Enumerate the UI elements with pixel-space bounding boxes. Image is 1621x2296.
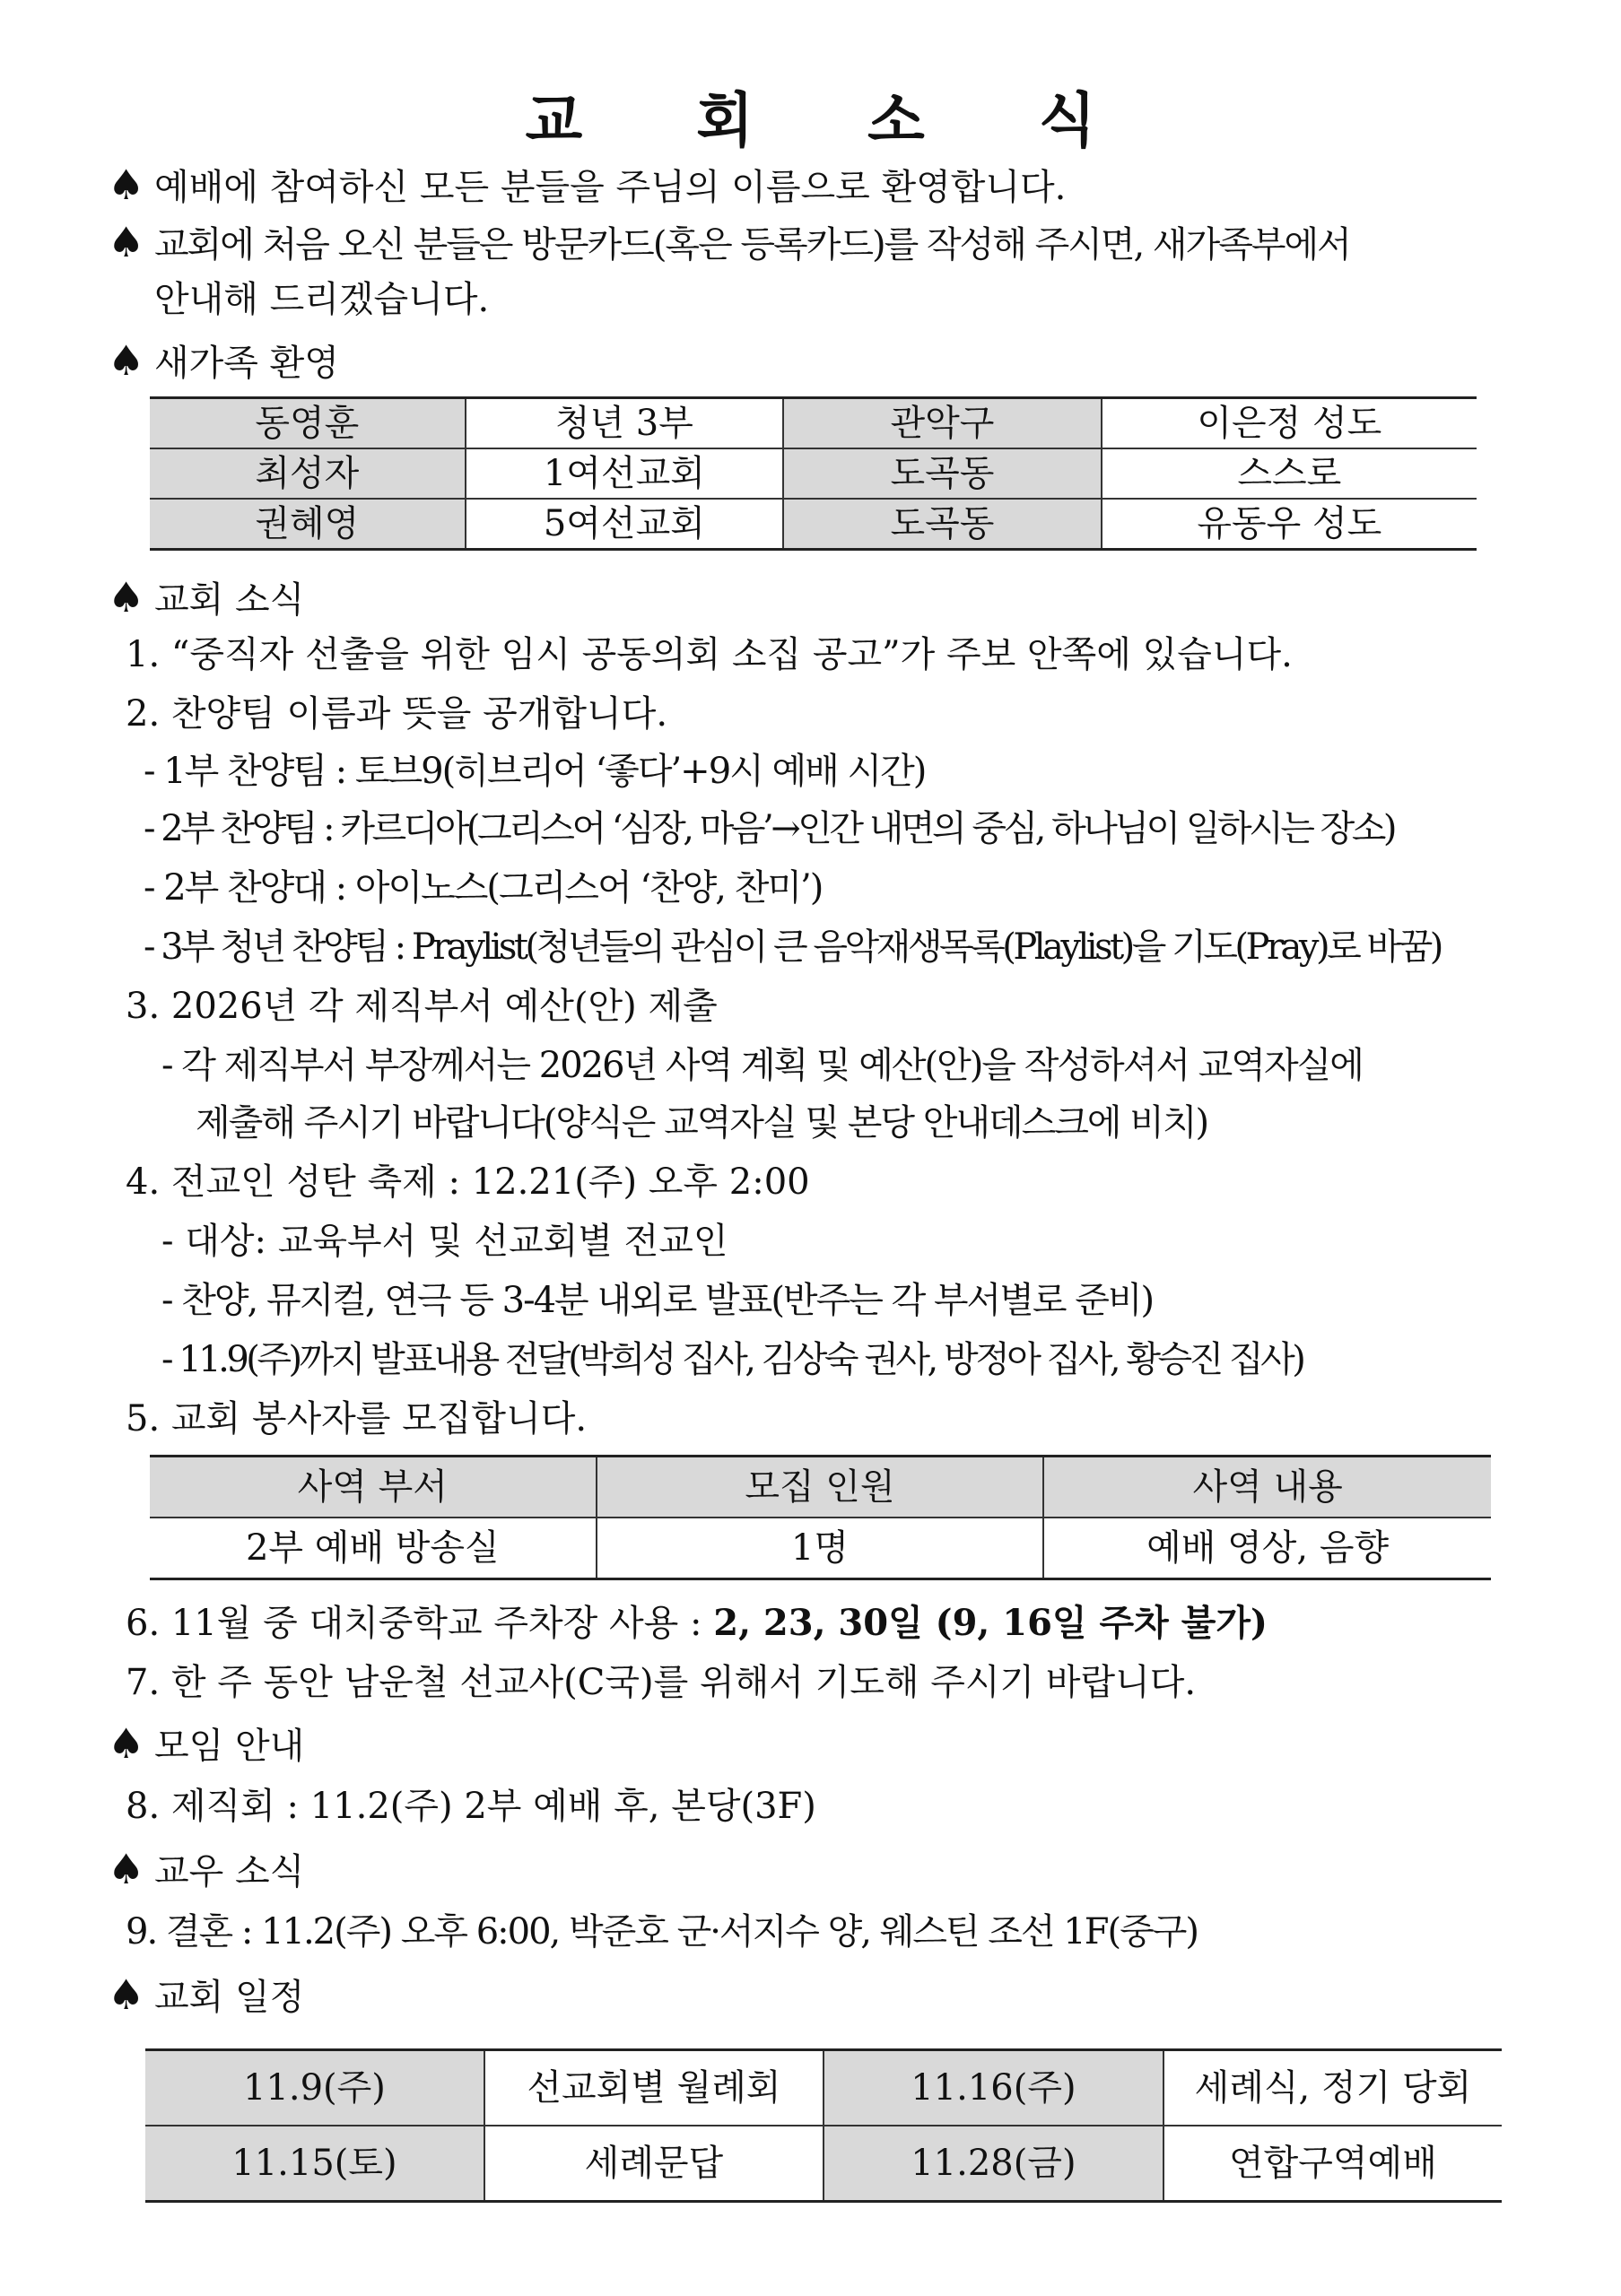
table-cell: 예배 영상, 음향 <box>1043 1518 1491 1579</box>
table-cell: 스스로 <box>1102 448 1477 499</box>
welcome-line-1: ♠ 예배에 참여하신 모든 분들을 주님의 이름으로 환영합니다. <box>108 161 1067 209</box>
table-cell: 2부 예배 방송실 <box>150 1518 597 1579</box>
table-cell: 청년 3부 <box>466 398 784 449</box>
table-cell: 사역 내용 <box>1043 1457 1491 1518</box>
news-item-3-sub-1: - 각 제직부서 부장께서는 2026년 사역 계획 및 예산(안)을 작성하셔서 교역자실에 <box>161 1045 1363 1086</box>
news-item-2-sub-1: - 1부 찬양팀 : 토브9(히브리어 ‘좋다’+9시 예배 시간) <box>144 751 926 792</box>
table-cell: 모집 인원 <box>597 1457 1044 1518</box>
schedule-table <box>145 2048 1502 2203</box>
spade-icon: ♠ <box>108 1845 145 1893</box>
table-cell: 유동우 성도 <box>1102 499 1477 550</box>
table-cell: 이은정 성도 <box>1102 398 1477 449</box>
table-cell: 선교회별 월례회 <box>484 2050 824 2126</box>
table-cell: 사역 부서 <box>150 1457 597 1518</box>
volunteer-table <box>150 1455 1491 1580</box>
table-cell: 동영훈 <box>150 398 466 449</box>
table-row <box>150 1518 1491 1579</box>
member-news-heading: ♠ 교우 소식 <box>108 1845 305 1893</box>
meeting-item-8: 8. 제직회 : 11.2(주) 2부 예배 후, 본당(3F) <box>126 1786 816 1827</box>
news-item-2-sub-3: - 2부 찬양대 : 아이노스(그리스어 ‘찬양, 찬미’) <box>144 867 823 909</box>
spade-icon: ♠ <box>108 573 145 622</box>
table-cell: 1여선교회 <box>466 448 784 499</box>
table-cell: 관악구 <box>783 398 1102 449</box>
spade-icon: ♠ <box>108 161 145 209</box>
spade-icon: ♠ <box>108 336 145 385</box>
table-cell: 11.15(토) <box>145 2126 484 2202</box>
spade-icon: ♠ <box>108 1719 145 1768</box>
new-family-heading: ♠ 새가족 환영 <box>108 336 339 385</box>
table-cell: 권혜영 <box>150 499 466 550</box>
table-cell: 세례문답 <box>484 2126 824 2202</box>
news-item-2: 2. 찬양팀 이름과 뜻을 공개합니다. <box>126 693 668 735</box>
news-item-6: 6. 11월 중 대치중학교 주차장 사용 : 2, 23, 30일 (9, 16일 주차 불가) <box>126 1602 1268 1644</box>
table-row <box>145 2050 1502 2126</box>
table-cell: 11.16(주) <box>824 2050 1163 2126</box>
news-item-2-sub-2: - 2부 찬양팀 : 카르디아(그리스어 ‘심장, 마음’→인간 내면의 중심, 하나님이 일하시는 장소) <box>144 808 1395 849</box>
page-title: 교 회 소 식 <box>525 86 1143 155</box>
spade-icon: ♠ <box>108 218 144 266</box>
table-cell: 최성자 <box>150 448 466 499</box>
table-cell: 도곡동 <box>783 499 1102 550</box>
parking-dates: 2, 23, 30일 (9, 16일 주차 불가) <box>713 1602 1268 1644</box>
new-family-table <box>150 396 1477 551</box>
news-item-4-sub-2: - 찬양, 뮤지컬, 연극 등 3-4분 내외로 발표(반주는 각 부서별로 준비) <box>161 1280 1154 1321</box>
meeting-heading: ♠ 모임 안내 <box>108 1719 305 1768</box>
table-cell: 연합구역예배 <box>1163 2126 1502 2202</box>
news-item-4: 4. 전교인 성탄 축제 : 12.21(주) 오후 2:00 <box>126 1161 810 1203</box>
table-cell: 5여선교회 <box>466 499 784 550</box>
news-item-4-sub-1: - 대상: 교육부서 및 선교회별 전교인 <box>161 1221 728 1262</box>
news-item-4-sub-3: - 11.9(주)까지 발표내용 전달(박희성 집사, 김상숙 권사, 방정아 집사, 황승진 집사) <box>161 1339 1303 1380</box>
table-header-row <box>150 1457 1491 1518</box>
table-cell: 1명 <box>597 1518 1044 1579</box>
table-cell: 도곡동 <box>783 448 1102 499</box>
table-row <box>150 398 1477 449</box>
spade-icon: ♠ <box>108 1970 145 2019</box>
table-row <box>150 448 1477 499</box>
member-news-item-9: 9. 결혼 : 11.2(주) 오후 6:00, 박준호 군·서지수 양, 웨스틴 조선 1F(중구) <box>126 1911 1198 1952</box>
news-item-3: 3. 2026년 각 제직부서 예산(안) 제출 <box>126 986 718 1027</box>
news-item-1: 1. “중직자 선출을 위한 임시 공동의회 소집 공고”가 주보 안쪽에 있습니다. <box>126 634 1293 675</box>
schedule-heading: ♠ 교회 일정 <box>108 1970 305 2019</box>
news-item-2-sub-4: - 3부 청년 찬양팀 : Praylist(청년들의 관심이 큰 음악재생목록(Playlist)을 기도(Pray)로 바꿈) <box>144 926 1441 968</box>
table-row <box>150 499 1477 550</box>
news-heading: ♠ 교회 소식 <box>108 573 305 622</box>
news-item-7: 7. 한 주 동안 남운철 선교사(C국)를 위해서 기도해 주시기 바랍니다. <box>126 1662 1197 1703</box>
table-cell: 세례식, 정기 당회 <box>1163 2050 1502 2126</box>
table-cell: 11.28(금) <box>824 2126 1163 2202</box>
table-row <box>145 2126 1502 2202</box>
welcome-line-2: ♠ 교회에 처음 오신 분들은 방문카드(혹은 등록카드)를 작성해 주시면, 새가족부에서 <box>108 218 1350 266</box>
news-item-3-sub-1-cont: 제출해 주시기 바랍니다(양식은 교역자실 및 본당 안내데스크에 비치) <box>196 1102 1208 1144</box>
news-item-5: 5. 교회 봉사자를 모집합니다. <box>126 1398 588 1439</box>
table-cell: 11.9(주) <box>145 2050 484 2126</box>
welcome-line-3: 안내해 드리겠습니다. <box>154 279 490 320</box>
